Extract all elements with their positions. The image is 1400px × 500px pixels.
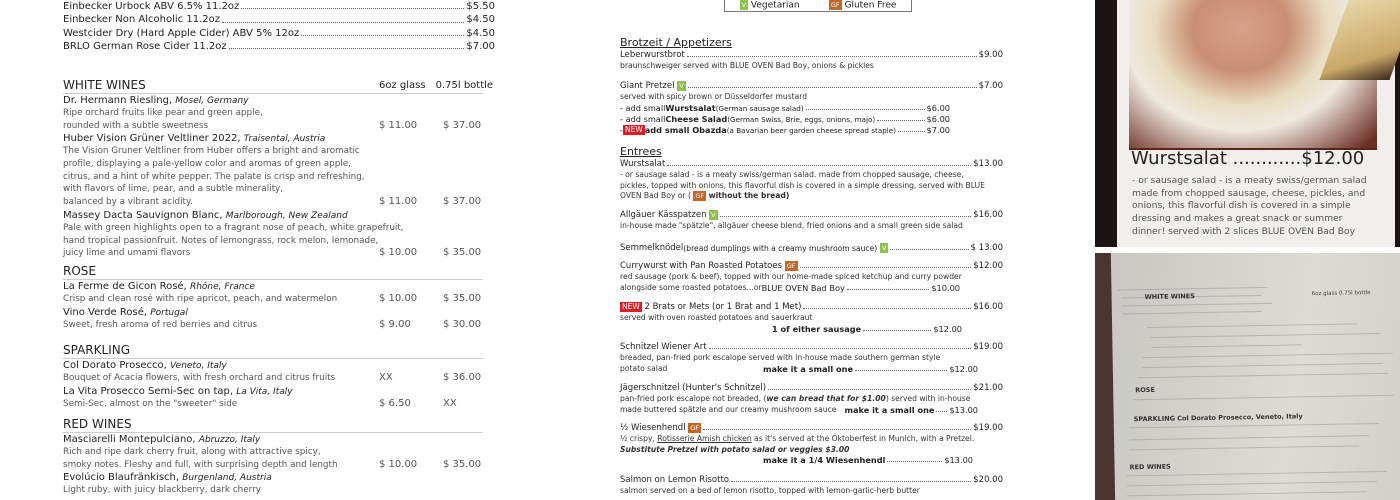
addon-price: $6.00 [926,113,950,124]
item-variant: 1 of either sausage [772,323,862,334]
text-line [1122,303,1272,307]
wine-desc-row [63,398,495,411]
gluten-free-badge-icon: GF [830,0,840,9]
item-name: Currywurst with Pan Roasted Potatoes [620,261,783,271]
wine-desc: balanced by a vibrant acidity. [63,197,193,208]
wine-origin: Marlborough, New Zealand [225,210,348,221]
wine-desc-row [63,196,495,209]
wine-desc: Rich and ripe dark cherry fruit, along with attractive spicy, [63,447,321,457]
bottle-price: XX [443,397,457,409]
text-line [1143,353,1393,358]
menu-item-schnitzel [620,342,1003,375]
wine-name: La Ferme de Gicon Rosé, [63,281,187,292]
menu-item-leberwurstbrot [620,50,1003,72]
legend-gluten-free: Gluten Free [844,0,897,11]
item-desc: - or sausage salad - is a meaty swiss/german salad. made from chopped sausage, cheese, [620,170,964,179]
item-price: $19.00 [973,423,1003,433]
wine-desc: Pale with green highlights open to a fragrant nose of peach, white grapefruit, [63,222,404,233]
vegetarian-badge-icon: V [679,82,684,90]
wine-name-row [63,385,495,398]
item-desc: braunschweiger served with BLUE OVEN Bad Boy, onions & pickles [620,61,874,70]
wine-desc-row [63,222,495,235]
wine-name-row [63,433,495,446]
vegetarian-badge-icon: V [711,211,716,219]
printed-menu-photo[interactable] [1095,253,1400,500]
wine-name-row [63,359,495,372]
wine-origin: Portugal [150,307,188,318]
text-line [1117,287,1267,291]
item-price: $20.00 [973,475,1003,485]
item-price: $10.00 [931,282,960,293]
beer-row [63,40,495,53]
item-desc: as it's served at the Oktoberfest in Munich, with a Pretzel. [751,434,975,443]
item-price: $21.00 [973,383,1003,393]
food-image [1129,0,1377,150]
dot-leader [229,40,465,49]
wine-desc: profile, displaying a pale-yellow color and aromas of green apple, [63,159,351,170]
printed-menu-paper [1111,253,1400,500]
wine-name: Dr. Hermann Riesling, [63,95,173,106]
menu-item-kaesspatzen [620,210,1003,232]
wine-item [63,471,495,497]
addon-prefix: - [620,124,623,135]
wine-item [63,306,495,332]
dot-leader [806,103,925,110]
item-price: $9.00 [978,50,1003,60]
wine-item [63,433,495,471]
gluten-free-badge-icon: GF [695,192,705,200]
bottle-column-header: 0.75l bottle [435,80,494,91]
item-desc: ) served with in-house [885,394,971,403]
gluten-free-badge-icon: GF [786,262,796,270]
photo-heading: RED WINES [1129,462,1171,472]
wine-name: Evolúcio Blaufränkisch, [63,472,180,484]
wine-item [63,209,495,260]
addon-name: add small Obazda [644,124,727,135]
item-note: (bread dumplings with a creamy mushroom sauce) [683,244,878,253]
beer-name: Einbecker Urbock ABV 6.5% 11.2oz [63,1,240,12]
wine-desc-row [63,247,495,260]
item-price: $12.00 [949,363,978,374]
section-white [63,78,494,94]
menu-item-wurstsalat [620,159,1003,202]
photo-card-title: Wurstsalat ............$12.00 [1131,148,1365,169]
text-line [1147,323,1357,328]
item-variant: make it a small one [763,363,854,374]
wine-desc: Ripe orchard fruits like pear and green apple, [63,108,263,118]
item-note: Substitute Pretzel with potato salad or veggies $3.00 [620,444,850,454]
wine-desc-row [63,183,495,196]
text-line [1127,491,1367,496]
glass-price: $ 11.00 [379,119,418,131]
wine-desc: Light ruby, with juicy blackberry, dark cherry [63,485,261,496]
wurstsalat-photo[interactable] [1095,0,1400,247]
bottle-price: $ 36.00 [443,372,482,383]
bottle-price: $ 35.00 [443,293,482,304]
addon-name: Wurstsalat [665,102,716,113]
wine-desc: smoky notes. Fleshy and full, with surprising depth and length [63,459,338,470]
gluten-free-badge-icon: GF [690,424,700,432]
beer-name: Einbecker Non Alcoholic 11.2oz [63,14,220,26]
menu-item-semmelknoedel [620,243,1003,254]
addon-note: (a Bavarian beer garden cheese spread staple) [726,125,897,135]
wine-desc-row [63,158,495,171]
wine-desc: hand tropical passionfruit. Notes of lemongrass, rock melon, lemonade, [63,235,379,246]
item-desc: served with spicy brown or Düsseldorfer mustard [620,92,808,101]
item-desc: without the bread) [708,191,790,200]
glass-price: XX [379,372,393,383]
section-title: ROSE [63,264,96,278]
item-name: Leberwurstbrot [620,50,685,60]
vegetarian-badge-icon: V [881,244,887,252]
beer-price: $5.50 [466,1,495,12]
item-name: ½ Wiesenhendl [620,423,686,433]
item-variant: BLUE OVEN Bad Boy [761,282,845,293]
wine-desc: Sweet, fresh aroma of red berries and citrus [63,319,258,330]
item-desc: served with oven roasted potatoes and sauerkraut [620,313,813,322]
addon-price: $6.00 [926,102,950,113]
addon-note: (German Swiss, Brie, eggs, onions, majo) [727,114,876,124]
section-title: RED WINES [63,417,132,431]
item-variant: make it a small one [844,404,935,415]
item-desc: breaded, pan-fried pork escalope served with in-house made southern german style [620,353,941,362]
item-desc: pickles, topped with onions, this flavorful dish is covered in a simple dressing, served with BLUE [620,180,985,190]
item-price: $12.00 [973,261,1003,271]
item-desc: red sausage (pork & beef), topped with our home-made spiced ketchup and curry powder [620,272,962,281]
addon-prefix: - add small [620,102,666,113]
wine-desc-row [63,171,495,184]
item-desc: in-house made "spätzle", allgäuer cheese blend, fried onions and a small green side salad [620,221,963,230]
menu-item-wiesenhendl [620,423,1003,466]
item-name: 2 Brats or Mets (or 1 Brat and 1 Met) [644,302,802,312]
item-desc: pan-fried pork escalope not breaded, ( [620,394,767,403]
wine-desc-row [63,145,495,158]
menu-item-brats [620,302,1003,335]
wine-desc-row [63,446,495,459]
wine-name: Vino Verde Rosé, [63,306,148,318]
bottle-price: $ 30.00 [443,318,482,330]
text-line [1152,344,1302,348]
item-name: Salmon on Lemon Risotto [620,475,729,485]
appetizers-heading: Brotzeit / Appetizers [620,36,732,49]
bottle-price: $ 35.00 [443,458,482,470]
item-name: Jägerschnitzel (Hunter's Schnitzel) [620,383,767,393]
wine-origin: La Vita, Italy [236,386,293,397]
item-price: $13.00 [949,404,978,415]
diet-legend [724,0,912,12]
menu-item-currywurst [620,261,1003,294]
wine-origin: Veneto, Italy [170,361,227,371]
new-badge-icon: NEW [624,124,643,134]
wine-desc: Semi-Sec, almost on the "sweeter" side [63,398,238,409]
beer-list [63,0,495,53]
bottle-price: $ 35.00 [443,247,482,259]
wine-item [63,280,495,306]
beer-name: BRLO German Rose Cider 11.2oz [63,40,227,52]
wine-desc-row [63,107,495,120]
wine-origin: Abruzzo, Italy [198,435,261,445]
photo-heading: SPARKLING Col Dorato Prosecco, Veneto, Italy [1133,412,1303,424]
glass-price: $ 10.00 [379,247,418,259]
item-name: Semmelknödel [620,243,684,253]
section-title: WHITE WINES [63,78,146,92]
dot-leader [222,13,464,22]
photo-heading: ROSE [1135,385,1155,395]
photo-heading: WHITE WINES [1144,292,1195,302]
text-line [1122,311,1262,314]
wine-desc: citrus, and a hint of white pepper. The palate is crisp and refreshing, [63,171,365,182]
wine-desc: The Vision Gruner Veltliner from Huber offers a bright and aromatic [63,146,360,157]
legend-vegetarian: Vegetarian [750,0,800,11]
glass-price: $ 10.00 [379,293,418,304]
wine-desc-row [63,319,495,332]
item-name: Wurstsalat [620,159,666,169]
wine-desc-row [63,293,495,306]
item-price: $16.00 [973,210,1003,220]
wine-name-row [63,280,495,293]
wine-name: La Vita Prosecco Semi-Sec on tap, [63,385,234,397]
pretzel-addon [620,125,950,136]
price-columns [379,78,493,93]
wine-name: Huber Vision Grüner Veltliner 2022, [63,133,241,145]
glass-price: $ 9.00 [379,318,411,330]
glass-price: $ 10.00 [379,458,418,470]
section-title: SPARKLING [63,343,131,357]
wine-desc-row [63,459,495,472]
item-desc: potato salad [620,363,668,373]
beer-row [63,27,495,40]
text-line [1127,481,1377,486]
wine-origin: Rhône, France [189,282,255,292]
item-name: Allgäuer Kässpatzen [620,210,707,220]
wine-origin: Mosel, Germany [175,96,249,106]
bottle-price: $ 37.00 [443,196,482,208]
wine-name-row [63,94,495,107]
dot-leader [877,114,924,121]
glass-price: $ 11.00 [379,196,418,208]
entrees-heading: Entrees [620,145,662,158]
beer-row [63,0,495,13]
text-line [1150,333,1380,338]
wine-desc: Crisp and clean rosé with ripe apricot, peach, and watermelon [63,294,338,304]
text-line [1127,471,1387,477]
text-line [1138,373,1388,378]
wine-name: Masciarelli Montepulciano, [63,434,199,445]
item-price: $7.00 [978,81,1003,91]
addon-price: $7.00 [926,124,950,135]
beer-name: Westcider Dry (Hard Apple Cider) ABV 5% 12oz [63,27,300,39]
item-price: $ 13.00 [970,243,1003,253]
glass-column-header: 6oz glass [379,80,426,91]
section-red [63,417,483,433]
wine-name-row [63,209,495,222]
item-name: Schnitzel Wiener Art [620,342,707,352]
item-price: $19.00 [973,342,1003,352]
wine-desc-row [63,235,495,248]
wine-item [63,132,495,208]
section-sparkling [63,343,483,359]
wine-desc: Bouquet of Acacia flowers, with fresh orchard and citrus fruits [63,373,336,383]
wine-name-row [63,132,495,145]
item-price: $12.00 [933,323,962,334]
wine-desc: rounded with a subtle sweetness [63,120,209,131]
wine-name: Col Dorato Prosecco, [63,360,167,371]
item-desc: made buttered spätzle and our creamy mushroom sauce [620,404,837,414]
dot-leader [898,125,925,132]
beer-row [63,13,495,26]
wine-origin: Traisental, Austria [243,134,326,145]
item-price: $16.00 [973,302,1003,312]
addon-name: Cheese Salad [665,113,728,124]
addon-prefix: - add small [620,113,666,124]
new-badge-icon: NEW [622,302,640,311]
text-line [1129,445,1359,450]
wine-desc-row [63,484,495,497]
photo-columns: 6oz glass 0.75l bottle [1311,290,1371,298]
dot-leader [241,0,464,9]
glass-price: $ 6.50 [379,397,411,409]
wine-desc: with flavors of lime, pear, and a subtle minerality, [63,184,284,195]
item-price: $13.00 [973,159,1003,169]
rotisserie-chicken-link[interactable]: Rotisserie Amish chicken [657,434,752,443]
wine-item [63,359,495,385]
beer-price: $7.00 [466,40,495,52]
wine-desc-row [63,372,495,385]
item-desc: ½ crispy, [620,434,658,443]
bottle-price: $ 37.00 [443,119,482,131]
beer-price: $4.50 [466,27,495,39]
wine-name-row [63,306,495,319]
item-desc: OVEN Bad Boy or ( [620,191,691,200]
item-price: $13.00 [944,455,973,465]
wine-desc-row [63,120,495,133]
section-rose [63,264,483,280]
menu-item-jaegerschnitzel [620,383,1003,416]
beer-price: $4.50 [466,14,495,26]
addon-note: (German sausage salad) [715,103,804,113]
item-variant: make it a 1/4 Wiesenhendl [763,455,886,465]
wine-item [63,94,495,132]
item-desc: salmon served on a bed of lemon risotto, topped with lemon-garlic-herb butter [620,486,920,495]
pretzel-addon [620,103,950,114]
vegetarian-badge-icon: V [741,0,747,9]
wine-menu [63,0,495,496]
wine-name: Massey Dacta Sauvignon Blanc, [63,209,223,221]
item-name: Giant Pretzel [620,81,675,91]
text-line [1129,435,1369,440]
dot-leader [301,27,464,36]
item-note: we can bread that for $1.00 [766,394,886,403]
item-desc: alongside some roasted potatoes...or [620,282,762,292]
text-line [1129,423,1379,428]
text-line [1143,363,1383,368]
text-line [1133,395,1393,401]
wine-item [63,385,495,411]
pretzel-addon [620,114,950,125]
photo-card-desc: - or sausage salad - is a meaty swiss/german salad made from chopped sausage, cheese, pickles, and onions, this flavorful dish is covered in a simple dressing and makes a great snack or summer dinner! served with 2 slices BLUE OVEN Bad Boy [1132,175,1367,237]
wine-desc: juicy lime and umami flavors [63,248,191,259]
menu-item-giant-pretzel [620,81,1003,136]
wine-name-row [63,471,495,484]
wine-origin: Burgenland, Austria [182,473,272,484]
menu-item-salmon [620,475,1003,497]
